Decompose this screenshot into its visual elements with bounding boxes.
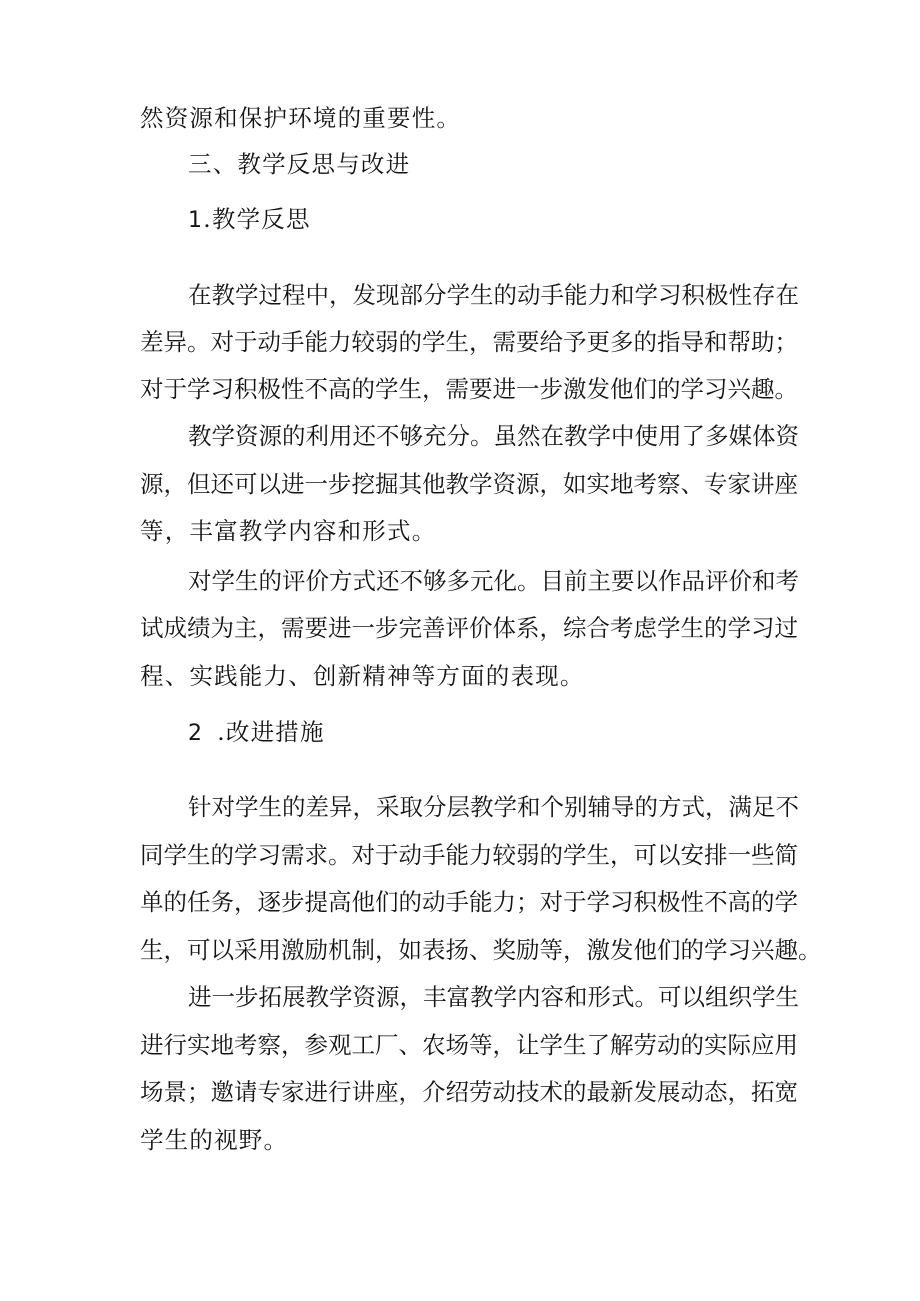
continuation-line: 然资源和保护环境的重要性。: [140, 104, 462, 132]
paragraph-line: 生，可以采用激励机制，如表扬、奖励等，激发他们的学习兴趣。: [140, 936, 822, 964]
subsection-heading-1: [188, 204, 311, 236]
paragraph-line: 进行实地考察，参观工厂、农场等，让学生了解劳动的实际应用: [140, 1031, 798, 1059]
subsection-number: 1: [188, 208, 204, 233]
section-heading: 三、教学反思与改进: [188, 150, 411, 178]
paragraph-line: 在教学过程中，发现部分学生的动手能力和学习积极性存在: [188, 281, 799, 309]
paragraph-line: 等，丰富教学内容和形式。: [140, 517, 437, 545]
paragraph-line: 差异。对于动手能力较弱的学生，需要给予更多的指导和帮助；: [140, 328, 798, 356]
paragraph-line: 学生的视野。: [140, 1126, 289, 1154]
paragraph-line: 教学资源的利用还不够充分。虽然在教学中使用了多媒体资: [188, 422, 799, 450]
paragraph-line: 对学生的评价方式还不够多元化。目前主要以作品评价和考: [188, 567, 799, 595]
paragraph-line: 针对学生的差异，采取分层教学和个别辅导的方式，满足不: [188, 793, 799, 821]
subsection-heading-2: [188, 717, 325, 749]
subsection-number: 2: [188, 721, 204, 746]
subsection-title: .改进措施: [217, 718, 325, 746]
paragraph-line: 进一步拓展教学资源，丰富教学内容和形式。可以组织学生: [188, 983, 799, 1011]
paragraph-line: 源，但还可以进一步挖掘其他教学资源，如实地考察、专家讲座: [140, 470, 798, 498]
paragraph-line: 同学生的学习需求。对于动手能力较弱的学生，可以安排一些简: [140, 841, 798, 869]
paragraph-line: 试成绩为主，需要进一步完善评价体系，综合考虑学生的学习过: [140, 614, 798, 642]
paragraph-line: 场景；邀请专家进行讲座，介绍劳动技术的最新发展动态，拓宽: [140, 1078, 798, 1106]
paragraph-line: 程、实践能力、创新精神等方面的表现。: [140, 662, 585, 690]
subsection-title: .教学反思: [203, 205, 311, 233]
paragraph-line: 对于学习积极性不高的学生，需要进一步激发他们的学习兴趣。: [140, 375, 798, 403]
paragraph-line: 单的任务，逐步提高他们的动手能力；对于学习积极性不高的学: [140, 888, 798, 916]
